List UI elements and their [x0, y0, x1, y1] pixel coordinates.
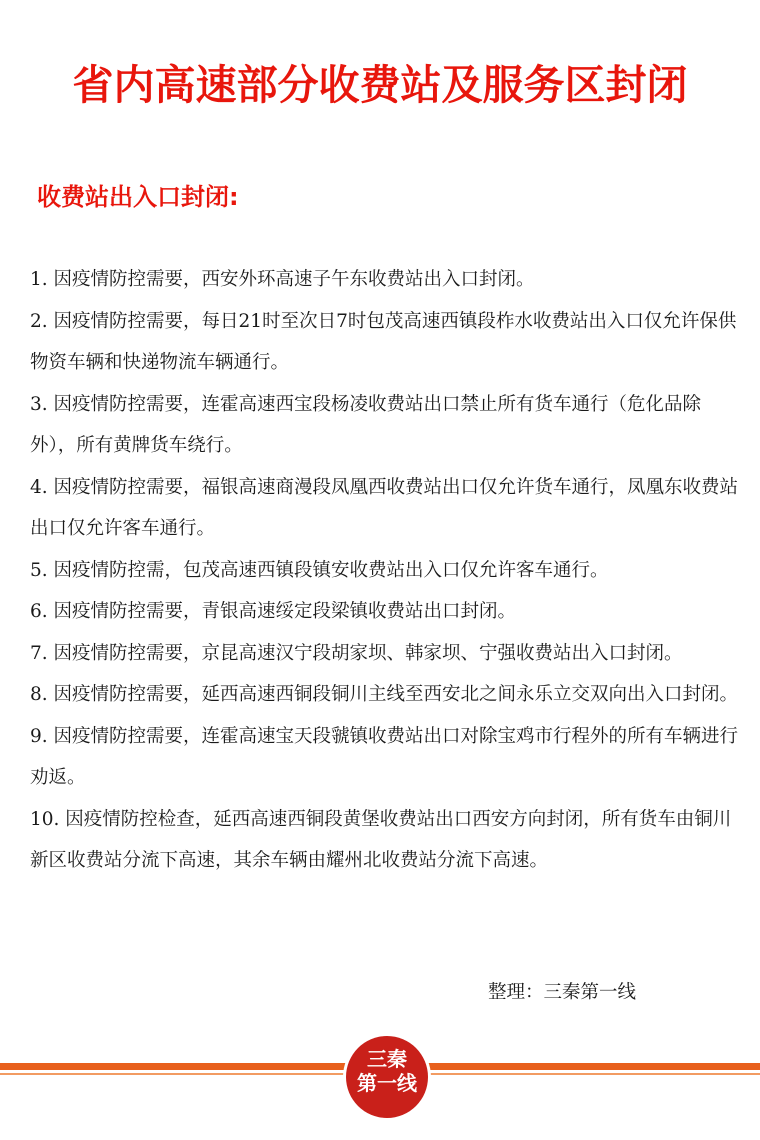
logo-text-line1: 三秦 — [367, 1047, 407, 1071]
list-item: 4. 因疫情防控需要，福银高速商漫段凤凰西收费站出口仅允许货车通行，凤凰东收费站出口仅允许客车通行。 — [30, 476, 739, 539]
list-item: 8. 因疫情防控需要，延西高速西铜段铜川主线至西安北之间永乐立交双向出入口封闭。 — [30, 684, 739, 705]
list-item: 7. 因疫情防控需要，京昆高速汉宁段胡家坝、韩家坝、宁强收费站出入口封闭。 — [30, 642, 683, 664]
logo-text-line2: 第一线 — [357, 1071, 417, 1095]
list-item: 5. 因疫情防控需，包茂高速西镇段镇安收费站出入口仅允许客车通行。 — [30, 559, 609, 581]
list-item: 9. 因疫情防控需要，连霍高速宝天段虢镇收费站出口对除宝鸡市行程外的所有车辆进行劝返。 — [30, 725, 739, 788]
list-item: 6. 因疫情防控需要，青银高速绥定段梁镇收费站出口封闭。 — [30, 601, 517, 622]
list-item: 3. 因疫情防控需要，连霍高速西宝段杨凌收费站出口禁止所有货车通行（危化品除外），所有黄牌货车绕行。 — [30, 393, 702, 456]
page-title: 省内高速部分收费站及服务区封闭 — [72, 61, 688, 109]
signature: 整理：三秦第一线 — [488, 982, 637, 1003]
list-item: 2. 因疫情防控需要，每日21时至次日7时包茂高速西镇段柞水收费站出入口仅允许保供物资车辆和快递物流车辆通行。 — [30, 310, 737, 373]
list-item: 1. 因疫情防控需要，西安外环高速子午东收费站出入口封闭。 — [30, 269, 535, 290]
closure-list — [30, 259, 742, 882]
brand-logo — [339, 1032, 435, 1122]
list-item: 10. 因疫情防控检查，延西高速西铜段黄堡收费站出口西安方向封闭，所有货车由铜川新区收费站分流下高速，其余车辆由耀州北收费站分流下高速。 — [30, 808, 732, 871]
section-heading: 收费站出入口封闭: — [37, 183, 239, 211]
